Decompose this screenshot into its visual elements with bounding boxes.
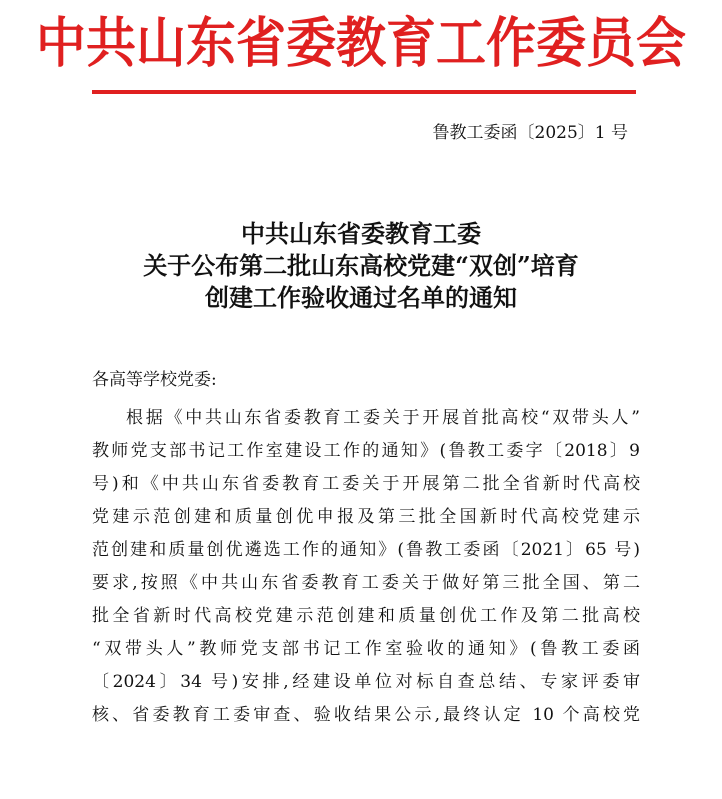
body-line: 党建示范创建和质量创优申报及第三批全国新时代高校党建示	[92, 507, 640, 527]
body-text	[92, 402, 640, 732]
document-number: 鲁教工委函〔2025〕1 号	[432, 123, 628, 143]
body-line: 根据《中共山东省委教育工委关于开展首批高校“双带头人”	[126, 408, 640, 428]
issuer-header: 中共山东省委教育工作委员会	[36, 10, 686, 75]
notice-title-line: 创建工作验收通过名单的通知	[205, 283, 517, 312]
body-line: 教师党支部书记工作室建设工作的通知》(鲁教工委字〔2018〕9	[92, 441, 640, 461]
notice-title-line: 中共山东省委教育工委	[241, 219, 481, 248]
body-line: 号)和《中共山东省委教育工委关于开展第二批全省新时代高校	[92, 474, 640, 494]
body-line: 要求,按照《中共山东省委教育工委关于做好第三批全国、第二	[92, 573, 640, 593]
red-header-rule	[92, 90, 636, 94]
notice-title	[0, 218, 722, 314]
body-line: “双带头人”教师党支部书记工作室验收的通知》(鲁教工委函	[92, 639, 640, 659]
body-line: 批全省新时代高校党建示范创建和质量创优工作及第二批高校	[92, 606, 640, 626]
notice-title-line: 关于公布第二批山东高校党建“双创”培育	[143, 251, 579, 280]
body-line: 范创建和质量创优遴选工作的通知》(鲁教工委函〔2021〕65 号)	[92, 540, 640, 560]
salutation: 各高等学校党委:	[92, 370, 217, 390]
body-line: 核、省委教育工委审查、验收结果公示,最终认定 10 个高校党	[92, 705, 640, 725]
body-line: 〔2024〕34 号)安排,经建设单位对标自查总结、专家评委审	[92, 672, 640, 692]
